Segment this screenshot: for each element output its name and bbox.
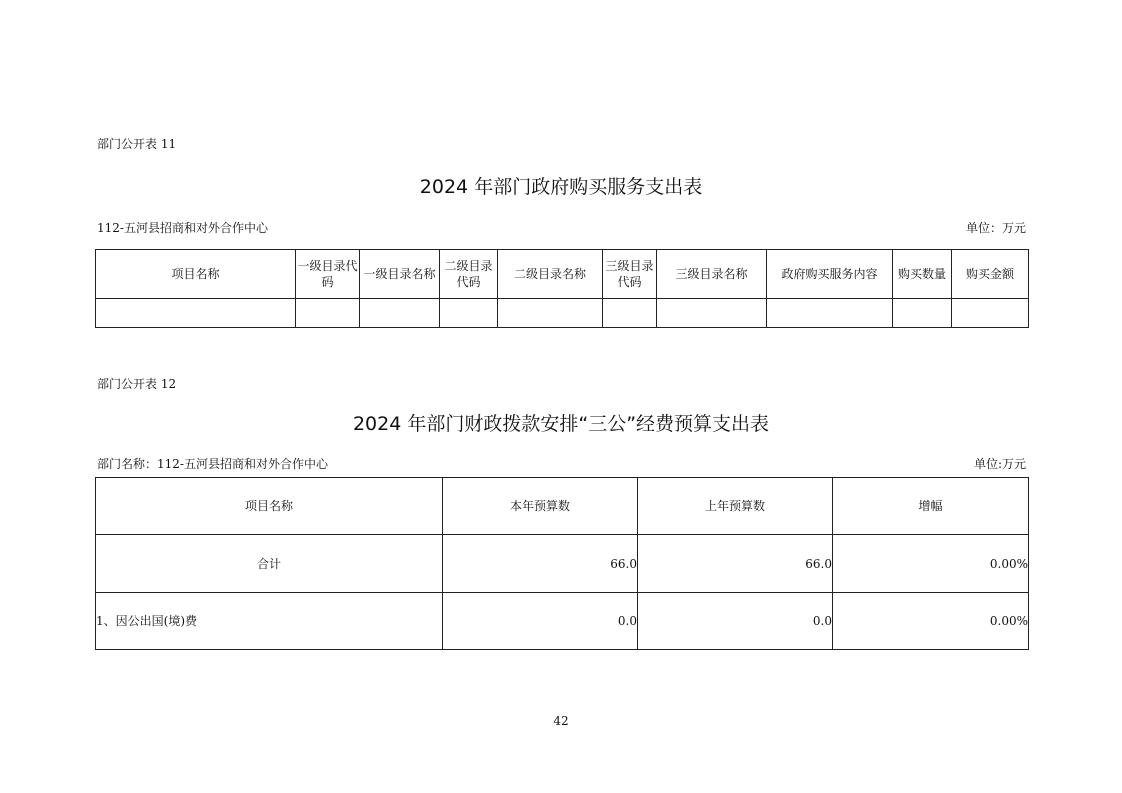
table11-title: 2024 年部门政府购买服务支出表: [419, 176, 703, 198]
header-cell: 本年预算数: [443, 478, 638, 535]
table-cell: [657, 299, 767, 328]
change-cell: 0.00%: [833, 535, 1029, 593]
header-cell: 购买数量: [893, 250, 952, 299]
table11-unit-label: 单位：万元: [965, 221, 1026, 235]
current-budget-cell: 66.0: [443, 535, 638, 593]
table12-label: 部门公开表 12: [97, 377, 177, 391]
table-cell: [767, 299, 893, 328]
change-cell: 0.00%: [833, 593, 1029, 650]
header-cell: 项目名称: [96, 478, 443, 535]
previous-budget-cell: 66.0: [638, 535, 833, 593]
previous-budget-cell: 0.0: [638, 593, 833, 650]
table11-header-row: [96, 250, 1029, 299]
table-cell: [296, 299, 360, 328]
header-cell: 一级目录代码: [296, 250, 360, 299]
header-cell: 购买金额: [952, 250, 1029, 299]
table-cell: [498, 299, 603, 328]
table11-unit-name: 112-五河县招商和对外合作中心: [97, 221, 268, 235]
table12-unit-label: 单位:万元: [973, 457, 1026, 471]
header-cell: 三级目录代码: [603, 250, 657, 299]
table11-label: 部门公开表 11: [97, 137, 177, 151]
table11-empty-row: [96, 299, 1029, 328]
table-cell: [952, 299, 1029, 328]
header-cell: 三级目录名称: [657, 250, 767, 299]
row-name-cell: 1、因公出国(境)费: [96, 593, 443, 650]
table-cell: [893, 299, 952, 328]
table12-dept-name: 部门名称：112-五河县招商和对外合作中心: [97, 457, 328, 471]
header-cell: 二级目录名称: [498, 250, 603, 299]
table12: [95, 477, 1029, 650]
table11: [95, 249, 1029, 328]
table-row: [96, 535, 1029, 593]
header-cell: 一级目录名称: [360, 250, 440, 299]
header-cell: 政府购买服务内容: [767, 250, 893, 299]
table-cell: [603, 299, 657, 328]
table-cell: [360, 299, 440, 328]
header-cell: 项目名称: [96, 250, 296, 299]
current-budget-cell: 0.0: [443, 593, 638, 650]
table-row: [96, 593, 1029, 650]
header-cell: 上年预算数: [638, 478, 833, 535]
table12-header-row: [96, 478, 1029, 535]
table-cell: [440, 299, 498, 328]
header-cell: 增幅: [833, 478, 1029, 535]
header-cell: 二级目录代码: [440, 250, 498, 299]
table-cell: [96, 299, 296, 328]
row-name-cell: 合计: [96, 535, 443, 593]
table12-title: 2024 年部门财政拨款安排“三公”经费预算支出表: [352, 413, 770, 435]
page-number: 42: [553, 714, 569, 728]
